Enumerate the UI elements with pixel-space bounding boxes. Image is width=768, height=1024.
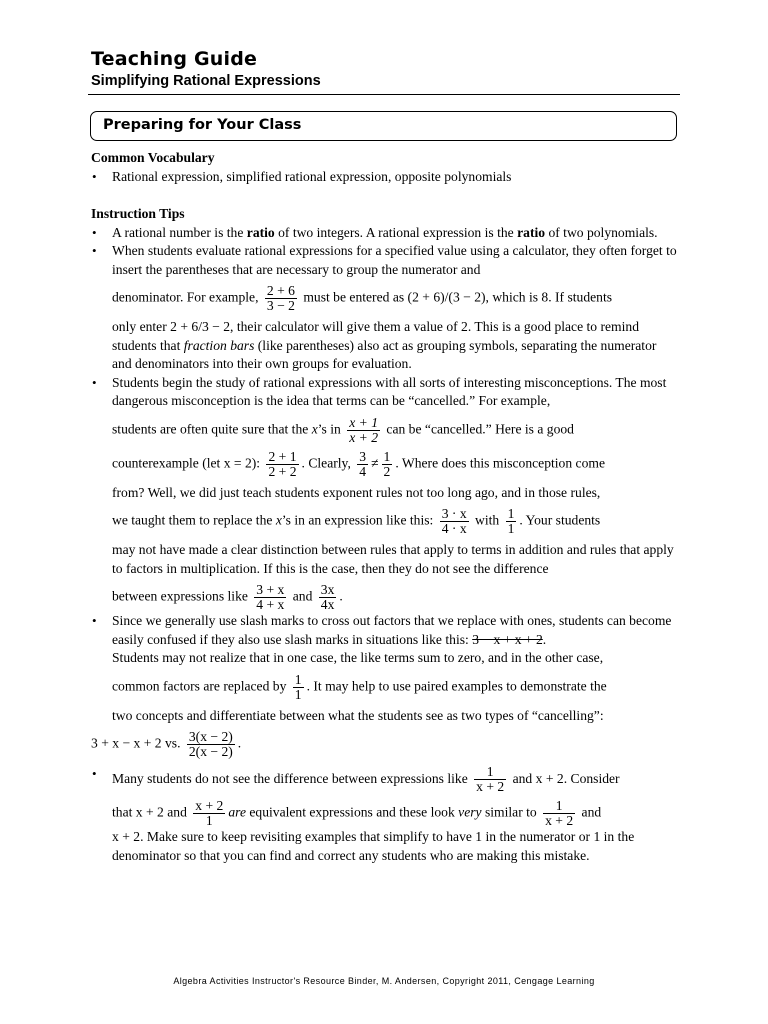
fraction: $\frac{2 + 6}{3 - 2}$ <box>266 283 295 313</box>
fraction: $\frac{2 + 1}{2 + 2}$ <box>268 448 297 479</box>
section-banner <box>90 111 677 141</box>
fraction: $\frac{x + 1}{x + 2}$ <box>349 414 379 445</box>
tips-heading: Instruction Tips <box>91 206 185 221</box>
tip-ratio: • A rational number is the ratio of two integers. A rational expression is the ratio of two polynomials. <box>91 224 679 243</box>
fraction: $\frac{1}{2}$ <box>383 448 391 479</box>
vocab-list <box>91 168 679 187</box>
fraction: $\frac{1}{x + 2}$ <box>545 798 574 828</box>
page-title: Teaching Guide <box>91 48 258 70</box>
fraction: $\frac{3x}{4x}$ <box>320 582 335 612</box>
tips-list <box>91 224 679 866</box>
tip-equivalent-expressions: • Many students do not see the difference between expressions like $\frac{1}{x + 2}$ and x + 2. Consider that x + 2 and $\frac{x + 2}{1}$ are equivalent expressions and these look very similar to $\frac{1}{x + 2}$ and x + 2. Make sure to keep revisiting examples that simplify to have 1 in the numerator or 1 in the denominator so that you can find and correct any students who are making this mistake. <box>91 765 679 865</box>
fraction: $\frac{1}{1}$ <box>294 671 302 702</box>
tip-calculator: • When students evaluate rational expressions for a specified value using a calculator, they often forget to insert the parentheses that are necessary to group the numerator and denominator. For example, $\frac{2 + 6}{3 - 2}$ must be entered as (2 + 6)/(3 − 2), which is 8. If students only enter 2 + 6/3 − 2, their calculator will give them a value of 2. This is a good place to remind students that fraction bars (like parentheses) also act as grouping symbols, separating the numerator and denominators into their own groups for evaluation. <box>91 242 679 374</box>
fraction: $\frac{1}{1}$ <box>507 506 515 536</box>
page-subtitle: Simplifying Rational Expressions <box>91 73 321 89</box>
fraction: $\frac{1}{x + 2}$ <box>476 764 505 794</box>
header-divider <box>88 94 680 95</box>
tip-slash-marks: • Since we generally use slash marks to cross out factors that we replace with ones, students can become easily confused if they also use slash marks in situations like this: 3 − x + x + 2. Students may not realize that in one case, the like terms sum to zero, and in the other case, common factors are replaced by $\frac{1}{1}$ . It may help to use paired examples to demonstrate the two concepts and differentiate between what the students see as two types of “cancelling”: 3 + x − x + 2 vs. $\frac{3(x - 2)}{2(x - 2)}$ . <box>91 612 679 759</box>
list-item: • Rational expression, simplified rational expression, opposite polynomials <box>91 168 679 187</box>
fraction: $\frac{3(x - 2)}{2(x - 2)}$ <box>188 729 233 759</box>
vocab-heading: Common Vocabulary <box>91 150 215 165</box>
section-title: Preparing for Your Class <box>103 117 302 133</box>
document-body <box>91 149 679 865</box>
fraction: $\frac{3}{4}$ <box>359 448 367 479</box>
fraction: $\frac{x + 2}{1}$ <box>195 798 224 828</box>
fraction: $\frac{3 + x}{4 + x}$ <box>256 582 285 612</box>
fraction: $\frac{3 \cdot x}{4 \cdot x}$ <box>441 506 467 536</box>
page-footer: Algebra Activities Instructor's Resource Binder, M. Andersen, Copyright 2011, Cengage Learning <box>173 976 595 986</box>
tip-misconceptions: • Students begin the study of rational expressions with all sorts of interesting misconceptions. The most dangerous misconception is the idea that terms can be “cancelled.” For example, students are often quite sure that the x’s in $\frac{x + 1}{x + 2}$ can be “cancelled.” Here is a good counterexample (let x = 2): $\frac{2 + 1}{2 + 2}$ . Clearly, $\frac{3}{4}$ ≠ $\frac{1}{2}$ . Where does this misconception come from? Well, we did just teach students exponent rules not too long ago, and in those rules, we taught them to replace the x’s in an expression like this: $\frac{3 \cdot x}{4 \cdot x}$ with $\frac{1}{1}$ . Your students may not have made a clear distinction between rules that apply to terms in addition and rules that apply to factors in multiplication. If this is the case, then they do not see the difference between expressions like $\frac{3 + x}{4 + x}$ and $\frac{3x}{4x}$ . <box>91 374 679 613</box>
